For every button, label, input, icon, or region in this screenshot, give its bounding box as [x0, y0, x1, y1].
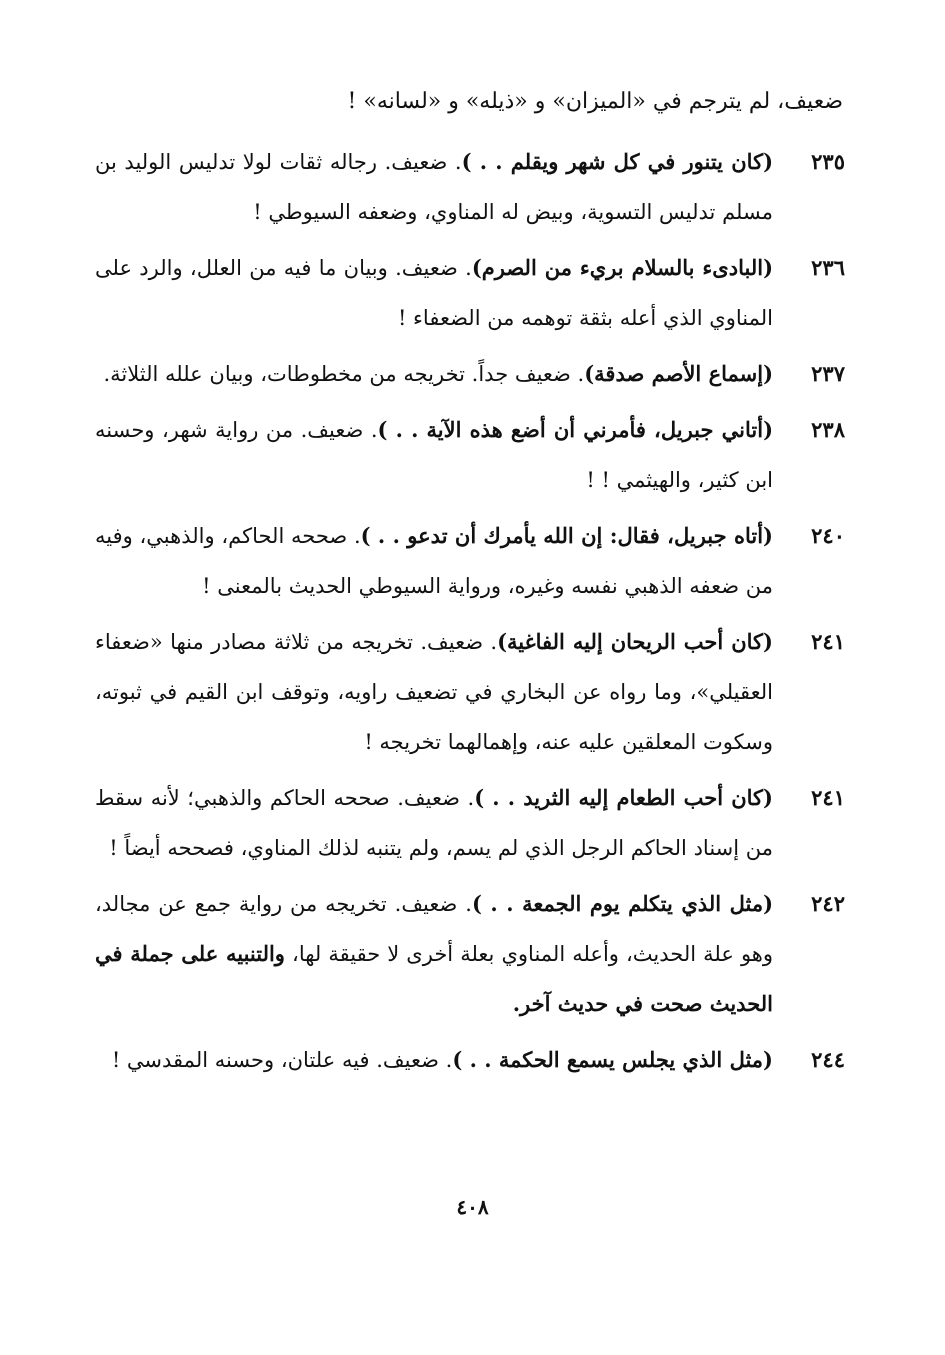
hadith-title: (كان أحب الطعام إليه الثريد . . ): [474, 785, 773, 810]
entry-body: . ضعيف. فيه علتان، وحسنه المقدسي !: [111, 1048, 453, 1072]
list-item: [0, 511, 945, 611]
hadith-title: (البادىء بالسلام بريء من الصرم): [471, 255, 774, 280]
list-item: [0, 617, 945, 767]
list-item: [0, 349, 945, 399]
entry-body: . ضعيف. تخريجه من ثلاثة مصادر منها «ضعفاء العقيلي»، وما رواه عن البخاري في تضعيف راويه، وتوقف ابن القيم في ثبوته، وسكوت المعلقين عليه عنه، وإهمالهما تخريجه !: [95, 630, 773, 754]
entry-text: [95, 349, 773, 399]
entry-list: [0, 137, 945, 1091]
entry-text: [95, 773, 773, 873]
entry-bold-note: والتنبيه على جملة في الحديث صحت في حديث آخر.: [95, 941, 773, 1016]
list-item: [0, 405, 945, 505]
entry-number: ٢٤١: [811, 629, 845, 654]
entry-number: ٢٤٤: [811, 1047, 845, 1072]
list-item: [0, 773, 945, 873]
entry-text: [95, 405, 773, 505]
entry-text: [95, 243, 773, 343]
entry-text: [95, 617, 773, 767]
hadith-title: (مثل الذي يتكلم يوم الجمعة . . ): [471, 891, 774, 916]
entry-body: . ضعيف. صححه الحاكم والذهبي؛ لأنه سقط من إسناد الحاكم الرجل الذي لم يسم، ولم يتنبه لذلك المناوي، فصححه أيضاً !: [95, 786, 773, 860]
entry-number: ٢٣٨: [811, 417, 845, 442]
entry-body: . ضعيف. من رواية شهر، وحسنه ابن كثير، والهيثمي ! !: [95, 418, 773, 492]
entry-text: [95, 511, 773, 611]
hadith-title: (إسماع الأصم صدقة): [584, 361, 773, 386]
hadith-title: (أتاه جبريل، فقال: إن الله يأمرك أن تدعو . . ): [360, 523, 773, 548]
entry-number: ٢٤٢: [811, 891, 845, 916]
entry-body: . ضعيف. تخريجه من رواية جمع عن مجالد، وهو علة الحديث، وأعله المناوي بعلة أخرى لا حقيقة لها،: [95, 892, 774, 966]
entry-body: . ضعيف جداً. تخريجه من مخطوطات، وبيان علله الثلاثة.: [103, 362, 585, 386]
entry-text: [95, 879, 773, 1029]
list-item: [0, 879, 945, 1029]
entry-number: ٢٤٠: [811, 523, 845, 548]
entry-body: . صححه الحاكم، والذهبي، وفيه من ضعفه الذهبي نفسه وغيره، ورواية السيوطي الحديث بالمعنى !: [95, 524, 773, 598]
hadith-title: (أتاني جبريل، فأمرني أن أضع هذه الآية . . ): [377, 417, 773, 442]
entry-body: . ضعيف. رجاله ثقات لولا تدليس الوليد بن مسلم تدليس التسوية، وبيض له المناوي، وضعفه السيوطي !: [95, 150, 773, 224]
list-item: [0, 243, 945, 343]
hadith-title: (كان أحب الريحان إليه الفاغية): [497, 629, 773, 654]
entry-text: [95, 1035, 773, 1085]
entry-number: ٢٣٥: [811, 149, 845, 174]
continued-text-line: ضعيف، لم يترجم في «الميزان» و «ذيله» و «لسانه» !: [347, 89, 843, 114]
list-item: [0, 137, 945, 237]
list-item: [0, 1035, 945, 1085]
hadith-title: (كان يتنور في كل شهر ويقلم . . ): [461, 149, 774, 174]
entry-number: ٢٣٦: [811, 255, 845, 280]
entry-number: ٢٣٧: [811, 361, 845, 386]
page-number: ٤٠٨: [456, 1195, 489, 1219]
hadith-title: (مثل الذي يجلس يسمع الحكمة . . ): [452, 1047, 773, 1072]
entry-body: . ضعيف. وبيان ما فيه من العلل، والرد على المناوي الذي أعله بثقة توهمه من الضعفاء !: [95, 256, 773, 330]
entry-text: [95, 137, 773, 237]
entry-number: ٢٤١: [811, 785, 845, 810]
